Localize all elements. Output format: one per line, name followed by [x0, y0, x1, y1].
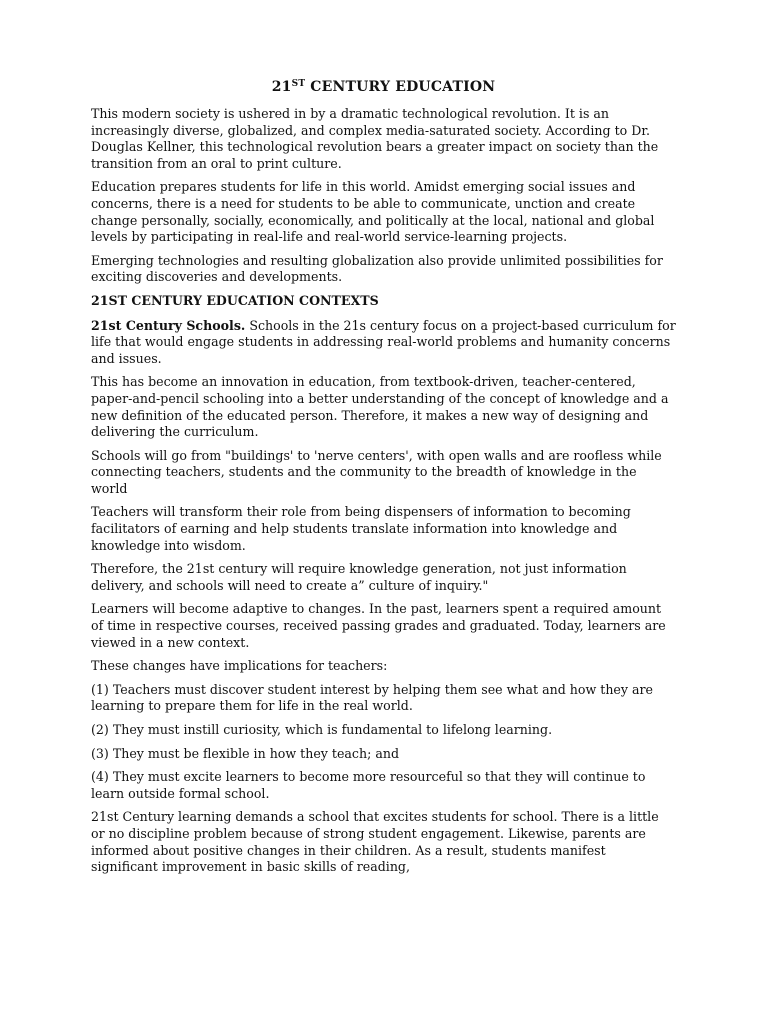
paragraph: These changes have implications for teachers: — [91, 658, 388, 674]
schools-text: Schools in the 21s century focus on a project-based curriculum for life that would engage students in addressing real-world problems and humanity concerns and issues. — [91, 317, 676, 366]
document-title — [91, 78, 676, 96]
list-item: (4) They must excite learners to become more resourceful so that they will continue to learn outside formal school. — [91, 769, 646, 801]
list-item: (3) They must be flexible in how they teach; and — [91, 745, 400, 761]
paragraph: Learners will become adaptive to changes. In the past, learners spent a required amount of time in respective courses, received passing grades and graduated. Today, learners are viewed in a new context. — [91, 601, 666, 650]
paragraph: This has become an innovation in education, from textbook-driven, teacher-centered, paper-and-pencil schooling into a better understanding of the concept of knowledge and a new definition of the educated person. Therefore, it makes a new way of designing and delivering the curriculum. — [91, 374, 669, 440]
paragraph: Therefore, the 21st century will require knowledge generation, not just information delivery, and schools will need to create a” culture of inquiry." — [91, 561, 627, 593]
paragraph: This modern society is ushered in by a dramatic technological revolution. It is an increasingly diverse, globalized, and complex media-saturated society. According to Dr. Douglas Kellner, this technological revolution bears a greater impact on society than the transition from an oral to print culture. — [91, 106, 659, 171]
paragraph: Education prepares students for life in this world. Amidst emerging social issues and concerns, there is a need for students to be able to communicate, unction and create change personally, socially, economically, and politically at the local, national and global levels by participating in real-life and real-world service-learning projects. — [91, 179, 655, 245]
schools-paragraph — [91, 318, 676, 368]
paragraph: Teachers will transform their role from being dispensers of information to becoming facilitators of earning and help students translate information into knowledge and knowledge into wisdom. — [91, 504, 631, 553]
schools-lead: 21st Century Schools. — [91, 317, 246, 333]
list-item: (2) They must instill curiosity, which is fundamental to lifelong learning. — [91, 722, 553, 737]
paragraph: Emerging technologies and resulting globalization also provide unlimited possibilities for exciting discoveries and developments. — [91, 252, 663, 285]
paragraph: Schools will go from "buildings' to 'nerve centers', with open walls and are roofless while connecting teachers, students and the community to the breadth of knowledge in the world — [91, 447, 662, 496]
title-suffix: CENTURY EDUCATION — [305, 79, 496, 95]
list-item: (1) Teachers must discover student interest by helping them see what and how they are learning to prepare them for life in the real world. — [91, 681, 653, 714]
section-heading: 21ST CENTURY EDUCATION CONTEXTS — [91, 292, 379, 308]
title-prefix: 21 — [271, 79, 292, 95]
paragraph: 21st Century learning demands a school that excites students for school. There is a little or no discipline problem because of strong student engagement. Likewise, parents are informed about positive changes in their children. As a result, students manifest significant improvement in basic skills of reading, — [91, 809, 659, 875]
title-superscript: ST — [291, 79, 306, 89]
